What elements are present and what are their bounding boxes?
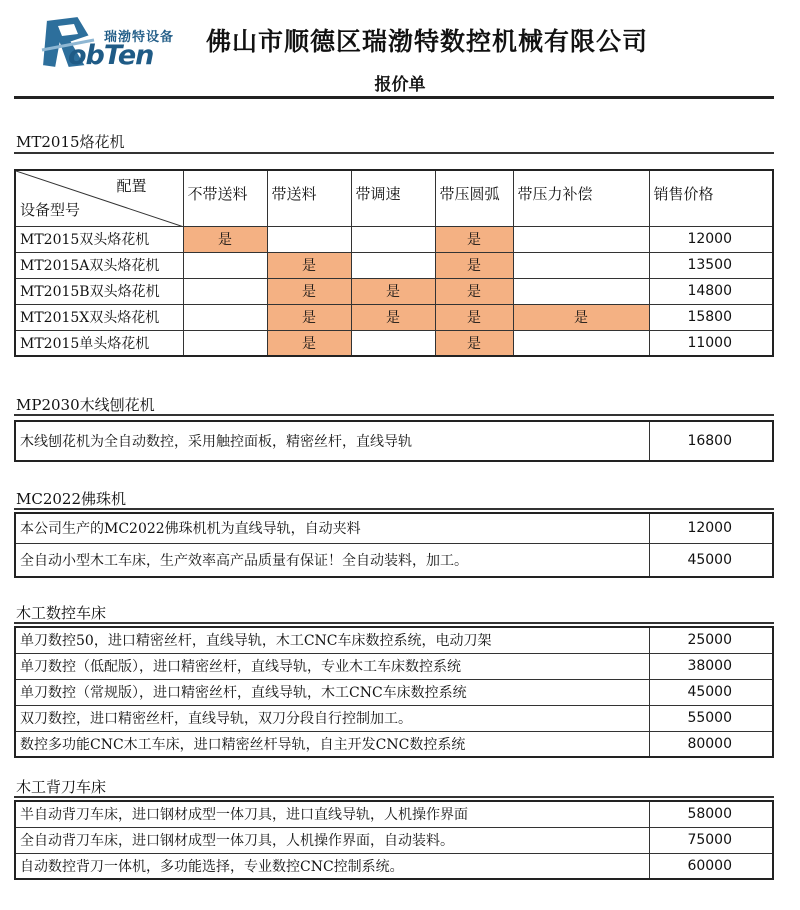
model-cell: MT2015双头烙花机 bbox=[15, 226, 183, 252]
company-name: 佛山市顺德区瑞渤特数控机械有限公司 bbox=[206, 27, 649, 56]
cnc-lathe-table bbox=[14, 626, 774, 758]
column-header: 带压力补偿 bbox=[513, 170, 649, 226]
table-row bbox=[15, 627, 773, 653]
price-cell: 12000 bbox=[649, 226, 773, 252]
option-cell bbox=[513, 252, 649, 278]
price-cell: 11000 bbox=[649, 330, 773, 356]
mc2022-table bbox=[14, 512, 774, 578]
option-cell bbox=[183, 330, 267, 356]
option-cell: 是 bbox=[267, 304, 351, 330]
price-cell: 45000 bbox=[649, 679, 773, 705]
section-title-mt2015: MT2015烙花机 bbox=[16, 133, 125, 151]
price-cell: 55000 bbox=[649, 705, 773, 731]
description-cell: 单刀数控（常规版），进口精密丝杆，直线导轨，木工CNC车床数控系统 bbox=[15, 679, 649, 705]
option-cell: 是 bbox=[183, 226, 267, 252]
description-cell: 全自动小型木工车床，生产效率高产品质量有保证！全自动装料，加工。 bbox=[15, 543, 649, 577]
section-title-mc2022: MC2022佛珠机 bbox=[16, 490, 127, 508]
section-divider bbox=[14, 414, 774, 416]
section-divider bbox=[14, 796, 774, 798]
table-row bbox=[15, 278, 773, 304]
model-cell: MT2015单头烙花机 bbox=[15, 330, 183, 356]
option-cell bbox=[513, 226, 649, 252]
option-cell: 是 bbox=[267, 330, 351, 356]
section-divider bbox=[14, 152, 774, 154]
option-cell: 是 bbox=[351, 304, 435, 330]
option-cell bbox=[351, 330, 435, 356]
option-cell bbox=[183, 304, 267, 330]
logo-chinese-text: 瑞渤特设备 bbox=[104, 30, 175, 45]
description-cell: 全自动背刀车床，进口钢材成型一体刀具，人机操作界面，自动装料。 bbox=[15, 827, 649, 853]
option-cell: 是 bbox=[267, 278, 351, 304]
price-cell: 16800 bbox=[649, 421, 773, 461]
mt2015-config-table bbox=[14, 169, 774, 357]
option-cell bbox=[267, 226, 351, 252]
option-cell: 是 bbox=[435, 252, 513, 278]
price-cell: 45000 bbox=[649, 543, 773, 577]
option-cell: 是 bbox=[435, 278, 513, 304]
option-cell bbox=[513, 330, 649, 356]
table-row bbox=[15, 853, 773, 879]
option-cell bbox=[351, 226, 435, 252]
price-cell: 60000 bbox=[649, 853, 773, 879]
table-row bbox=[15, 801, 773, 827]
description-cell: 单刀数控50，进口精密丝杆，直线导轨，木工CNC车床数控系统，电动刀架 bbox=[15, 627, 649, 653]
header-divider bbox=[14, 96, 774, 99]
model-cell: MT2015A双头烙花机 bbox=[15, 252, 183, 278]
section-title-cnc-lathe: 木工数控车床 bbox=[16, 604, 107, 622]
section-title-mp2030: MP2030木线刨花机 bbox=[16, 396, 155, 414]
column-header: 带压圆弧 bbox=[435, 170, 513, 226]
diagonal-header-cell bbox=[15, 170, 183, 226]
table-row bbox=[15, 653, 773, 679]
description-cell: 双刀数控，进口精密丝杆，直线导轨，双刀分段自行控制加工。 bbox=[15, 705, 649, 731]
price-cell: 75000 bbox=[649, 827, 773, 853]
option-cell: 是 bbox=[351, 278, 435, 304]
description-cell: 单刀数控（低配版），进口精密丝杆，直线导轨，专业木工车床数控系统 bbox=[15, 653, 649, 679]
price-cell: 58000 bbox=[649, 801, 773, 827]
table-row bbox=[15, 226, 773, 252]
price-cell: 25000 bbox=[649, 627, 773, 653]
table-row bbox=[15, 705, 773, 731]
config-label: 配置 bbox=[116, 177, 147, 195]
option-cell: 是 bbox=[267, 252, 351, 278]
column-header: 销售价格 bbox=[649, 170, 773, 226]
description-cell: 半自动背刀车床，进口钢材成型一体刀具，进口直线导轨，人机操作界面 bbox=[15, 801, 649, 827]
column-header: 不带送料 bbox=[183, 170, 267, 226]
price-cell: 15800 bbox=[649, 304, 773, 330]
model-label: 设备型号 bbox=[20, 200, 81, 219]
option-cell: 是 bbox=[435, 304, 513, 330]
column-header: 带送料 bbox=[267, 170, 351, 226]
mp2030-table bbox=[14, 420, 774, 462]
option-cell bbox=[183, 252, 267, 278]
table-row bbox=[15, 731, 773, 757]
price-cell: 13500 bbox=[649, 252, 773, 278]
price-cell: 14800 bbox=[649, 278, 773, 304]
logo-english-text: obTen bbox=[68, 40, 154, 71]
section-divider bbox=[14, 622, 774, 624]
option-cell bbox=[351, 252, 435, 278]
table-row bbox=[15, 421, 773, 461]
table-header-row bbox=[15, 170, 773, 226]
table-row bbox=[15, 679, 773, 705]
table-row bbox=[15, 330, 773, 356]
option-cell: 是 bbox=[435, 330, 513, 356]
description-cell: 本公司生产的MC2022佛珠机机为直线导轨，自动夹料 bbox=[15, 513, 649, 543]
option-cell: 是 bbox=[513, 304, 649, 330]
price-cell: 80000 bbox=[649, 731, 773, 757]
description-cell: 自动数控背刀一体机，多功能选择，专业数控CNC控制系统。 bbox=[15, 853, 649, 879]
price-cell: 38000 bbox=[649, 653, 773, 679]
model-cell: MT2015B双头烙花机 bbox=[15, 278, 183, 304]
option-cell: 是 bbox=[435, 226, 513, 252]
table-row bbox=[15, 304, 773, 330]
option-cell bbox=[183, 278, 267, 304]
description-cell: 数控多功能CNC木工车床，进口精密丝杆导轨，自主开发CNC数控系统 bbox=[15, 731, 649, 757]
table-row bbox=[15, 543, 773, 577]
option-cell bbox=[513, 278, 649, 304]
section-title-back-knife-lathe: 木工背刀车床 bbox=[16, 778, 107, 796]
document-title: 报价单 bbox=[374, 75, 426, 95]
table-row bbox=[15, 513, 773, 543]
description-cell: 木线刨花机为全自动数控，采用触控面板，精密丝杆，直线导轨 bbox=[15, 421, 649, 461]
table-row bbox=[15, 252, 773, 278]
document-header bbox=[0, 0, 800, 100]
section-divider bbox=[14, 508, 774, 510]
price-cell: 12000 bbox=[649, 513, 773, 543]
table-row bbox=[15, 827, 773, 853]
back-knife-lathe-table bbox=[14, 800, 774, 880]
model-cell: MT2015X双头烙花机 bbox=[15, 304, 183, 330]
column-header: 带调速 bbox=[351, 170, 435, 226]
